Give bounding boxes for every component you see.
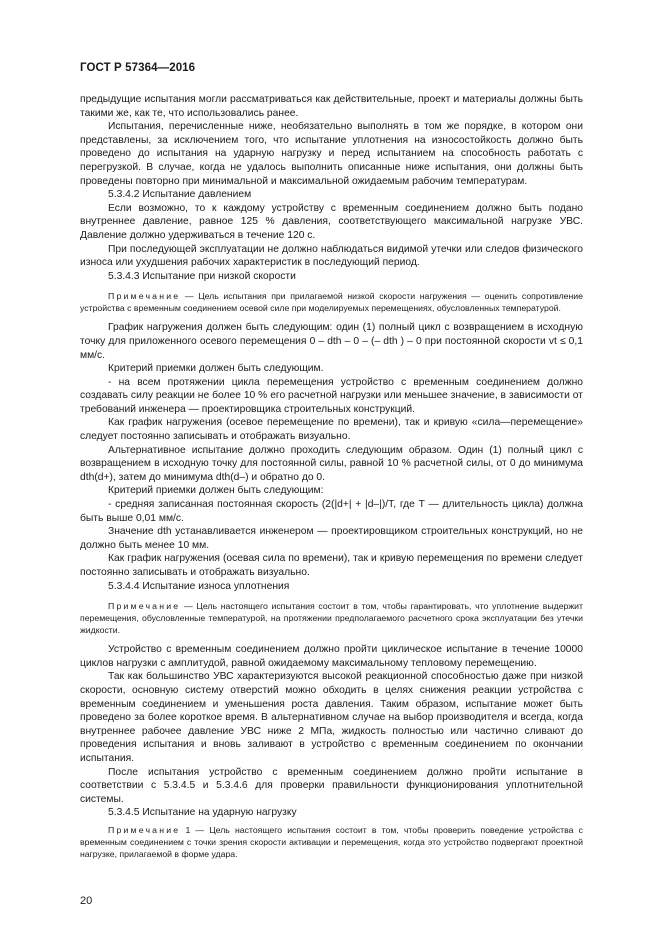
note-label: Примечание — [108, 601, 181, 612]
note-block — [80, 600, 583, 636]
paragraph: Устройство с временным соединением должно пройти циклическое испытание в течение 10000 циклов нагрузки с амплитудой, равной ожидаемому максимальному тепловому перемещению. — [80, 644, 583, 669]
paragraph: График нагружения должен быть следующим: один (1) полный цикл с возвращением в исходную точку для приложенного осевого перемещения 0 – dth – 0 – (– dth ) – 0 при постоянной скорости vt ≤ 0,1 мм/с. — [80, 322, 583, 361]
paragraph: После испытания устройство с временным соединением должно пройти испытание в соответствии с 5.3.4.5 и 5.3.4.6 для проверки правильности функционирования уплотнительной системы. — [80, 766, 583, 805]
section-heading: 5.3.4.2 Испытание давлением — [108, 189, 252, 201]
paragraph: Критерий приемки должен быть следующим. — [108, 363, 324, 375]
section-heading: 5.3.4.5 Испытание на ударную нагрузку — [108, 807, 297, 819]
list-item: - средняя записанная постоянная скорость (2(|d+| + |d–|)/T, где T — длительность цикла) должна быть выше 0,01 мм/с. — [80, 499, 583, 524]
paragraph: Так как большинство УВС характеризуются высокой реакционной способностью даже при низкой скорости, основную систему отверстий можно обходить в целях снижения реакции устройства с временным соединением и уменьшения роста давления. Таким образом, испытание может быть проведено за более короткое время. В альтернативном случае на выбор производителя и всегда, когда внутреннее рабочее давление УВС ниже 2 МПа, жидкость полностью или частично сливают до проведения испытания и вновь заливают в устройство с временным соединением по окончании испытания. — [80, 671, 583, 764]
section-heading: 5.3.4.4 Испытание износа уплотнения — [108, 580, 290, 592]
paragraph: Критерий приемки должен быть следующим: — [108, 485, 324, 497]
list-item: - на всем протяжении цикла перемещения устройство с временным соединением должно создавать силу реакции не более 10 % его расчетной нагрузки или меньшее значение, в зависимости от требований инженера — проектировщика строительных конструкций. — [80, 376, 583, 415]
paragraph: предыдущие испытания могли рассматриваться как действительные, проект и материалы должны быть такими же, как те, что использовались ранее. — [80, 94, 583, 119]
note-text: — Цель испытания при прилагаемой низкой скорости нагружения — оценить сопротивление устройства с временным соединением осевой силе при моделируемых перемещениях, обусловленных температурой. — [80, 291, 583, 314]
note-block — [80, 290, 583, 314]
note-label: Примечание — [108, 824, 181, 835]
paragraph: При последующей эксплуатации не должно наблюдаться видимой утечки или следов физического износа или ухудшения рабочих характеристик в последующий период. — [80, 243, 583, 269]
paragraph: Значение dth устанавливается инженером — проектировщиком строительных конструкций, но не должно быть менее 10 мм. — [80, 526, 583, 551]
paragraph: Как график нагружения (осевая сила по времени), так и кривую перемещения по времени следует постоянно записывать и отображать визуально. — [80, 553, 583, 578]
document-header: ГОСТ Р 57364—2016 — [80, 62, 196, 74]
note-text: — Цель настоящего испытания состоит в том, чтобы гарантировать, что уплотнение выдержит перемещения, обусловленные температурой, на протяжении предполагаемого расчетного срока эксплуатации без утечки жидкости. — [80, 601, 583, 636]
section-heading: 5.3.4.3 Испытание при низкой скорости — [108, 270, 296, 282]
note-block — [80, 824, 583, 860]
note-text: 1 — Цель настоящего испытания состоит в том, чтобы проверить поведение устройства с временным соединением с точки зрения скорости активации и перемещения, когда это устройство подвергают проектной нагрузке, прилагаемой в форме удара. — [80, 824, 583, 859]
paragraph: Альтернативное испытание должно проходить следующим образом. Один (1) полный цикл с возвращением в исходную точку для постоянной силы, равной 10 % расчетной силы, от 0 до минимума dth(d+), затем до минимума dth(d–) и обратно до 0. — [80, 444, 583, 483]
paragraph: Если возможно, то к каждому устройству с временным соединением должно быть подано внутреннее давление, равное 125 % давления, соответствующего максимальной нагрузке УВС. Давление должно удерживаться в течение 120 с. — [80, 202, 583, 241]
paragraph: Как график нагружения (осевое перемещение по времени), так и кривую «сила—перемещение» следует постоянно записывать и отображать визуально. — [80, 417, 583, 443]
paragraph: Испытания, перечисленные ниже, необязательно выполнять в том же порядке, в котором они представлены, за исключением того, что испытание уплотнения на износостойкость должно быть проведено до испытания на ударную нагрузку и перед испытанием на способность работать с перегрузкой. В случае, когда не удалось выполнить описанные ниже испытания, они должны быть проведены повторно при минимальной и максимальной ожидаемым рабочим температурам. — [80, 121, 583, 187]
page-number: 20 — [80, 895, 93, 907]
page-body — [80, 93, 583, 860]
note-label: Примечание — [108, 291, 181, 302]
